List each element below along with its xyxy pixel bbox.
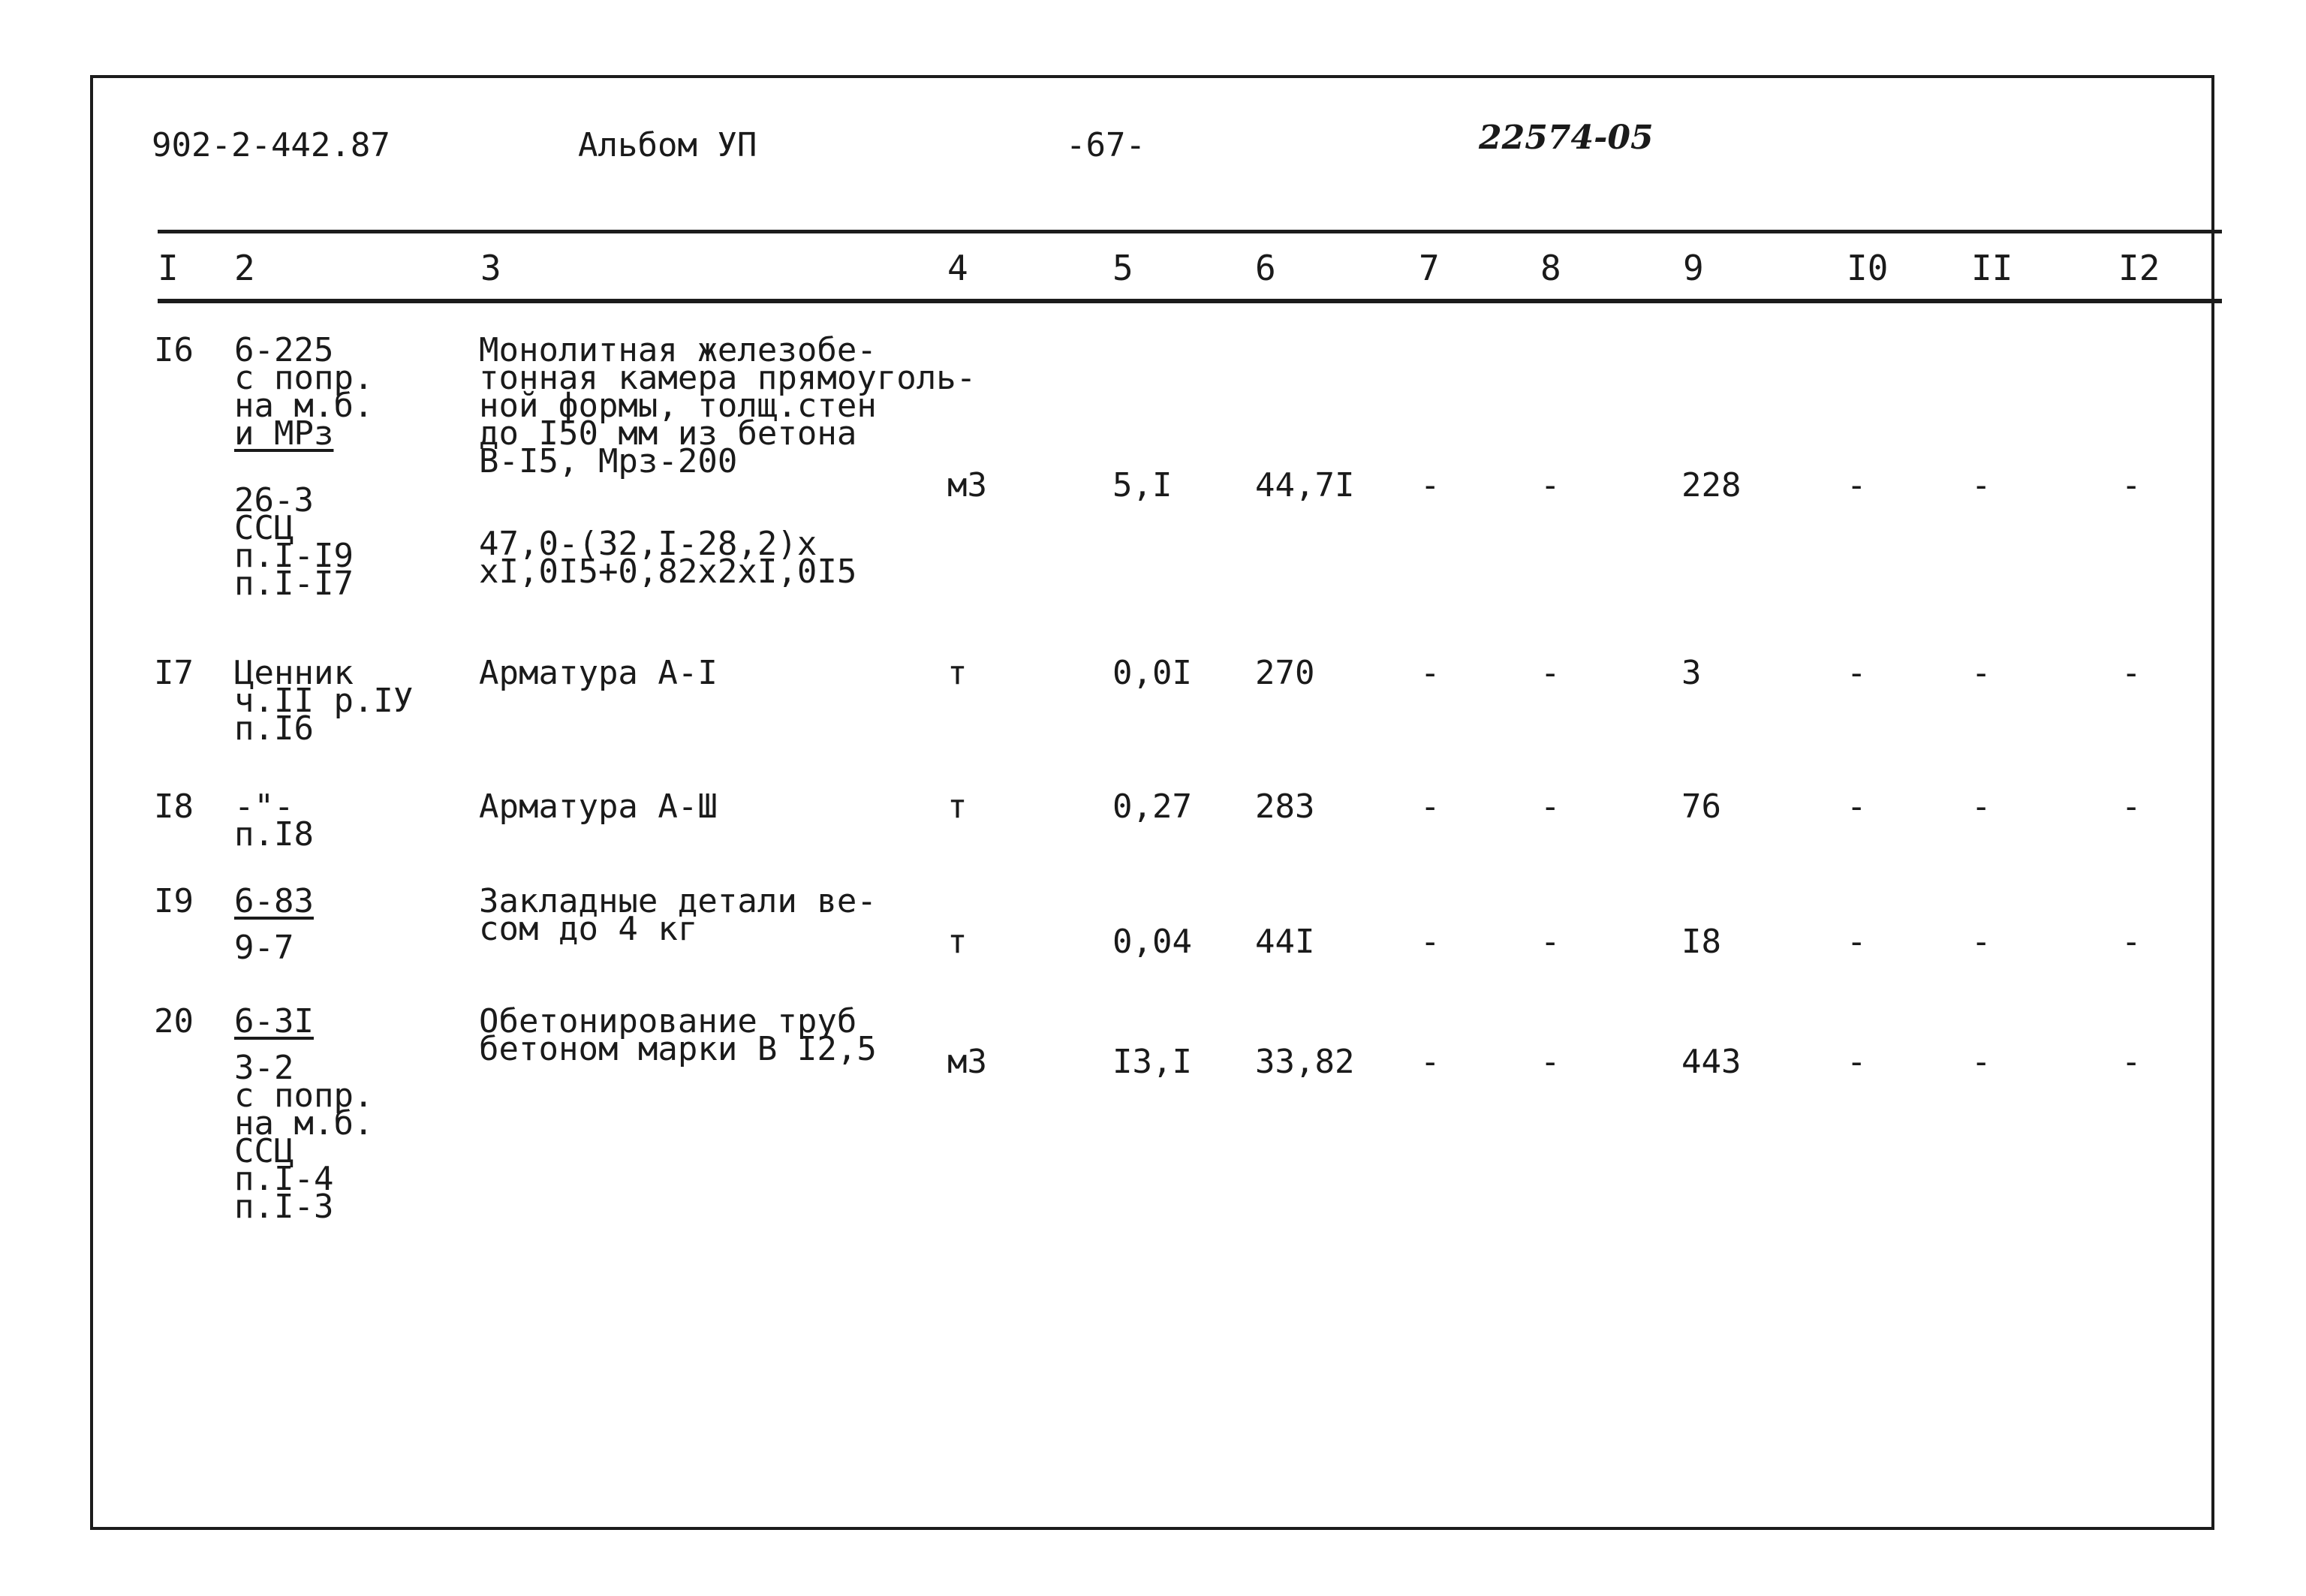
total-cost: 3 — [1681, 654, 1702, 692]
total-cost: 76 — [1681, 787, 1721, 826]
column-number: II — [1971, 248, 2013, 288]
col8-value: - — [1540, 654, 1561, 692]
quantity: 0,27 — [1112, 787, 1192, 826]
norm-code-secondary: 3-2 с попр. на м.б. ССЦ п.I-4 п.I-3 — [234, 1049, 374, 1226]
unit-price: 283 — [1255, 787, 1315, 826]
unit: т — [947, 654, 968, 692]
col10-value: - — [1847, 1043, 1867, 1081]
row-number: 20 — [154, 1002, 194, 1040]
quantity: 5,I — [1112, 466, 1173, 504]
quantity: 0,04 — [1112, 923, 1192, 961]
col7-value: - — [1420, 923, 1440, 961]
col10-value: - — [1847, 923, 1867, 961]
column-number: I0 — [1847, 248, 1889, 288]
norm-code: 6-225 с попр. на м.б. и МРз — [234, 331, 374, 453]
col11-value: - — [1971, 1043, 1991, 1081]
norm-code: 6-83 — [234, 882, 314, 920]
col8-value: - — [1540, 466, 1561, 504]
total-cost: 228 — [1681, 466, 1742, 504]
col8-value: - — [1540, 787, 1561, 826]
col10-value: - — [1847, 654, 1867, 692]
column-number: 6 — [1255, 248, 1276, 288]
col10-value: - — [1847, 466, 1867, 504]
quantity: I3,I — [1112, 1043, 1192, 1081]
row-number: I6 — [154, 331, 194, 369]
col7-value: - — [1420, 654, 1440, 692]
col7-value: - — [1420, 1043, 1440, 1081]
norm-code-secondary: 9-7 — [234, 929, 294, 967]
unit-price: 33,82 — [1255, 1043, 1355, 1081]
col7-value: - — [1420, 466, 1440, 504]
page-number: -67- — [1066, 126, 1145, 164]
unit-price: 270 — [1255, 654, 1315, 692]
inventory-stamp: 22574-05 — [1479, 119, 1654, 157]
quantity-formula: 47,0-(32,I-28,2)х хI,0I5+0,82х2хI,0I5 — [479, 525, 857, 591]
column-number: 4 — [947, 248, 968, 288]
unit: т — [947, 923, 968, 961]
col12-value: - — [2121, 654, 2142, 692]
col12-value: - — [2121, 923, 2142, 961]
col12-value: - — [2121, 1043, 2142, 1081]
row-number: I7 — [154, 654, 194, 692]
col12-value: - — [2121, 466, 2142, 504]
norm-code-secondary: 26-3 ССЦ п.I-I9 п.I-I7 — [234, 481, 354, 603]
col8-value: - — [1540, 923, 1561, 961]
work-description: Монолитная железобе- тонная камера прямоуголь- ной формы, толщ.стен до I50 мм из бетона В-I5, Мрз-200 — [479, 331, 977, 480]
column-number: 3 — [480, 248, 501, 288]
col11-value: - — [1971, 787, 1991, 826]
col11-value: - — [1971, 923, 1991, 961]
unit: т — [947, 787, 968, 826]
work-description: Арматура А-I — [479, 654, 718, 692]
column-number: 2 — [234, 248, 255, 288]
quantity: 0,0I — [1112, 654, 1192, 692]
row-number: I8 — [154, 787, 194, 826]
column-number: I — [158, 248, 179, 288]
work-description: Арматура А-Ш — [479, 787, 718, 826]
col7-value: - — [1420, 787, 1440, 826]
column-number: 8 — [1540, 248, 1561, 288]
unit: м3 — [947, 1043, 987, 1081]
column-number: 7 — [1419, 248, 1440, 288]
row-number: I9 — [154, 882, 194, 920]
header-top-rule — [158, 230, 2222, 233]
col11-value: - — [1971, 654, 1991, 692]
unit-price: 44,7I — [1255, 466, 1355, 504]
norm-code: Ценник ч.II р.IУ п.I6 — [234, 654, 414, 748]
column-number: I2 — [2118, 248, 2160, 288]
col8-value: - — [1540, 1043, 1561, 1081]
total-cost: 443 — [1681, 1043, 1742, 1081]
unit: м3 — [947, 466, 987, 504]
unit-price: 44I — [1255, 923, 1315, 961]
norm-code: -"- п.I8 — [234, 787, 314, 854]
column-number: 9 — [1683, 248, 1704, 288]
col10-value: - — [1847, 787, 1867, 826]
col11-value: - — [1971, 466, 1991, 504]
album-label: Альбом УП — [578, 126, 757, 164]
column-number: 5 — [1112, 248, 1133, 288]
work-description: Закладные детали ве- сом до 4 кг — [479, 882, 877, 948]
total-cost: I8 — [1681, 923, 1721, 961]
header-bottom-rule — [158, 299, 2222, 303]
work-description: Обетонирование труб бетоном марки В I2,5 — [479, 1002, 877, 1068]
norm-code: 6-3I — [234, 1002, 314, 1040]
document-code: 902-2-442.87 — [152, 126, 390, 164]
col12-value: - — [2121, 787, 2142, 826]
